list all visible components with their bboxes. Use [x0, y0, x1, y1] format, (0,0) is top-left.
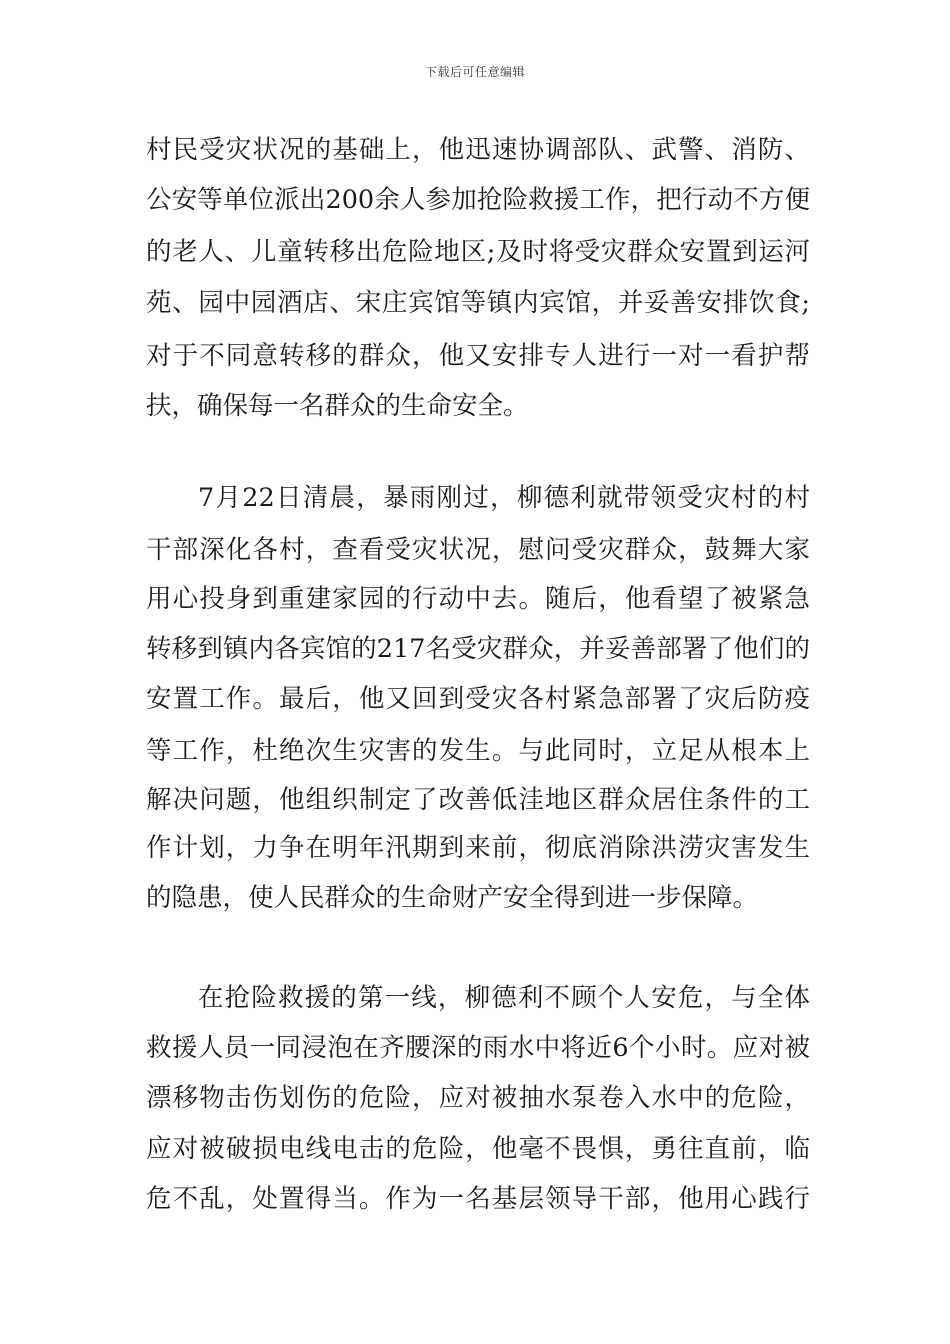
text-line: 对于不同意转移的群众，他又安排专人进行一对一看护帮 — [146, 341, 810, 371]
text-line: 解决问题，他组织制定了改善低洼地区群众居住条件的工 — [146, 785, 810, 815]
text-line: 用心投身到重建家园的行动中去。随后，他看望了被紧急 — [146, 584, 810, 614]
text-line: 扶，确保每一名群众的生命安全。 — [146, 391, 529, 421]
text-line: 7月22日清晨，暴雨刚过，柳德利就带领受灾村的村 — [198, 483, 810, 513]
text-line: 转移到镇内各宾馆的217名受灾群众，并妥善部署了他们的 — [146, 634, 810, 664]
text-line: 村民受灾状况的基础上，他迅速协调部队、武警、消防、 — [146, 135, 810, 165]
page-header: 下载后可任意编辑 — [424, 65, 525, 79]
text-line: 等工作，杜绝次生灾害的发生。与此同时，立足从根本上 — [146, 736, 810, 766]
text-line: 作计划，力争在明年汛期到来前，彻底消除洪涝灾害发生 — [146, 833, 810, 863]
text-line: 漂移物击伤划伤的危险，应对被抽水泵卷入水中的危险， — [146, 1083, 810, 1113]
text-line: 公安等单位派出200余人参加抢险救援工作，把行动不方便 — [146, 185, 810, 215]
text-line: 安置工作。最后，他又回到受灾各村紧急部署了灾后防疫 — [146, 684, 810, 714]
text-line: 在抢险救援的第一线，柳德利不顾个人安危，与全体 — [198, 983, 810, 1013]
text-line: 干部深化各村，查看受灾状况，慰问受灾群众，鼓舞大家 — [146, 535, 810, 565]
text-line: 危不乱，处置得当。作为一名基层领导干部，他用心践行 — [146, 1184, 810, 1214]
text-line: 救援人员一同浸泡在齐腰深的雨水中将近6个小时。应对被 — [146, 1033, 810, 1063]
text-line: 的老人、儿童转移出危险地区;及时将受灾群众安置到运河 — [146, 237, 810, 267]
text-line: 的隐患，使人民群众的生命财产安全得到进一步保障。 — [146, 883, 759, 913]
text-line: 苑、园中园酒店、宋庄宾馆等镇内宾馆，并妥善安排饮食; — [146, 288, 810, 318]
text-line: 应对被破损电线电击的危险，他毫不畏惧，勇往直前，临 — [146, 1134, 810, 1164]
